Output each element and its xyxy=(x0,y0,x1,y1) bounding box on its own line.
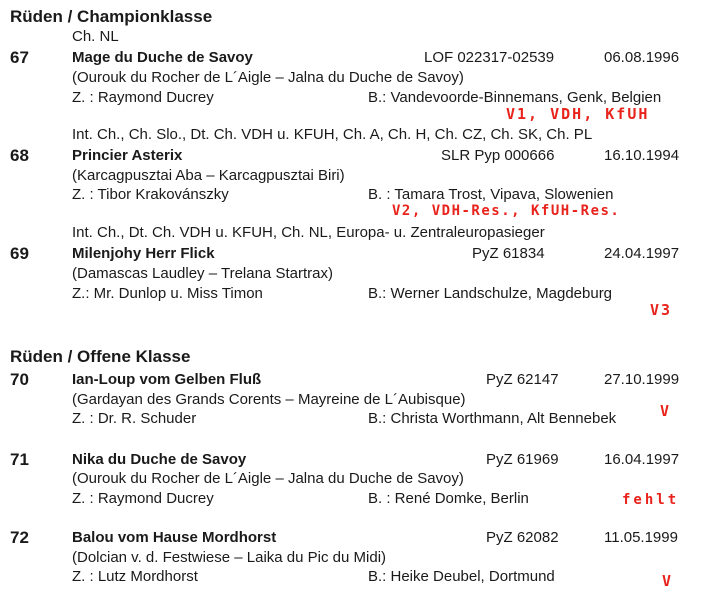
entry-registration: PyZ 62082 xyxy=(486,529,559,546)
entry-date: 06.08.1996 xyxy=(604,49,680,66)
entry-registration: PyZ 61969 xyxy=(486,451,559,468)
entry-name: Balou vom Hause Mordhorst xyxy=(72,529,277,546)
entry-breeder: Z. : Raymond Ducrey xyxy=(72,89,214,106)
entry-result: V1, VDH, KfUH xyxy=(506,105,650,123)
entry-date: 16.04.1997 xyxy=(604,451,680,468)
entry-registration: LOF 022317-02539 xyxy=(424,49,555,66)
entry-parents: (Ourouk du Rocher de L´Aigle – Jalna du Duche de Savoy) xyxy=(72,69,464,86)
entry-number: 72 xyxy=(10,528,29,547)
entry-name: Mage du Duche de Savoy xyxy=(72,49,253,66)
entry-parents: (Gardayan des Grands Corents – Mayreine de L´Aubisque) xyxy=(72,391,466,408)
entry-number: 69 xyxy=(10,244,29,263)
entry-registration: PyZ 62147 xyxy=(486,371,559,388)
entry-owner: B.: Werner Landschulze, Magdeburg xyxy=(368,285,613,302)
entry-owner: B.: Christa Worthmann, Alt Bennebek xyxy=(368,410,617,427)
entry-owner: B.: Vandevoorde-Binnemans, Genk, Belgien xyxy=(368,89,662,106)
entry-parents: (Karcagpusztai Aba – Karcagpusztai Biri) xyxy=(72,167,345,184)
entry-parents: (Dolcian v. d. Festwiese – Laika du Pic du Midi) xyxy=(72,549,387,566)
entry-number: 67 xyxy=(10,48,29,67)
entry-registration: SLR Pyp 000666 xyxy=(441,147,555,164)
section-heading: Rüden / Championklasse xyxy=(10,7,213,26)
entry-titles: Int. Ch., Dt. Ch. VDH u. KFUH, Ch. NL, Europa- u. Zentraleuropasieger xyxy=(72,224,545,241)
entry-result: V2, VDH-Res., KfUH-Res. xyxy=(392,203,621,219)
entry-date: 16.10.1994 xyxy=(604,147,680,164)
entry-breeder: Z. : Tibor Krakovánszky xyxy=(72,186,229,203)
entry-result: V xyxy=(660,402,672,420)
entry-number: 70 xyxy=(10,370,29,389)
entry-breeder: Z. : Lutz Mordhorst xyxy=(72,568,198,585)
entry-titles: Int. Ch., Ch. Slo., Dt. Ch. VDH u. KFUH, Ch. A, Ch. H, Ch. CZ, Ch. SK, Ch. PL xyxy=(72,126,593,143)
entry-owner: B.: Heike Deubel, Dortmund xyxy=(368,568,555,585)
entry-name: Milenjohy Herr Flick xyxy=(72,245,215,262)
entry-titles: Ch. NL xyxy=(72,28,119,45)
entry-result: V xyxy=(662,572,674,590)
entry-number: 68 xyxy=(10,146,29,165)
entry-name: Princier Asterix xyxy=(72,147,183,164)
entry-result: V3 xyxy=(650,301,673,319)
entry-breeder: Z. : Dr. R. Schuder xyxy=(72,410,197,427)
section-heading: Rüden / Offene Klasse xyxy=(10,347,191,366)
entry-result: fehlt xyxy=(622,492,680,508)
entry-number: 71 xyxy=(10,450,29,469)
entry-date: 11.05.1999 xyxy=(604,529,678,546)
entry-name: Nika du Duche de Savoy xyxy=(72,451,247,468)
entry-registration: PyZ 61834 xyxy=(472,245,545,262)
entry-date: 27.10.1999 xyxy=(604,371,680,388)
entry-parents: (Ourouk du Rocher de L´Aigle – Jalna du Duche de Savoy) xyxy=(72,470,464,487)
entry-parents: (Damascas Laudley – Trelana Startrax) xyxy=(72,265,333,282)
entry-name: Ian-Loup vom Gelben Fluß xyxy=(72,371,262,388)
entry-owner: B. : Tamara Trost, Vipava, Slowenien xyxy=(368,186,614,203)
entry-owner: B. : René Domke, Berlin xyxy=(368,490,529,507)
entry-breeder: Z.: Mr. Dunlop u. Miss Timon xyxy=(72,285,263,302)
entry-breeder: Z. : Raymond Ducrey xyxy=(72,490,214,507)
entry-date: 24.04.1997 xyxy=(604,245,680,262)
